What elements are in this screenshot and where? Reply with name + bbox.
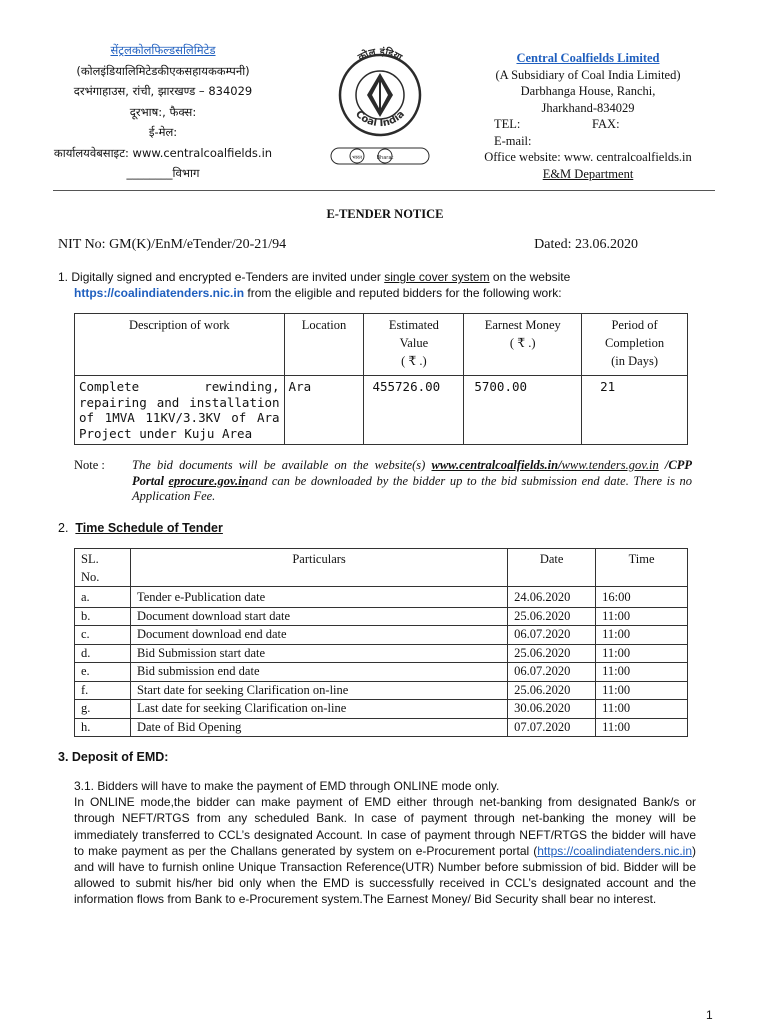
schedule-date: 25.06.2020 [508, 607, 596, 626]
english-department: E&M Department [542, 166, 634, 181]
page-number: 1 [706, 1008, 713, 1022]
invitation-text-a: Digitally signed and encrypted e-Tenders are invited under [71, 270, 385, 284]
invitation-text-b: on the website [489, 270, 571, 284]
schedule-time: 11:00 [596, 681, 688, 700]
email-label: E-mail: [494, 133, 532, 148]
tenders-gov-link[interactable]: www.tenders.gov.in [561, 458, 659, 472]
emd-para-1: 3.1. Bidders will have to make the payment of EMD through ONLINE mode only. [74, 779, 500, 793]
hindi-website: कार्यालयवेबसाइट: www.centralcoalfields.in [53, 145, 273, 160]
tel-fax-row [462, 116, 714, 133]
nit-number: NIT No: GM(K)/EnM/eTender/20-21/94 [58, 237, 287, 252]
schedule-particular: Last date for seeking Clarification on-line [130, 700, 507, 719]
table-row [75, 607, 688, 626]
emd-heading: 3. Deposit of EMD: [58, 750, 169, 764]
nit-date: Dated: 23.06.2020 [534, 237, 638, 252]
hindi-subsidiary: (कोलइंडियालिमिटेडकीएकसहायककम्पनी) [76, 63, 250, 78]
schedule-time: 11:00 [596, 626, 688, 645]
logo-bottom-text: Coal India [353, 108, 407, 130]
table-row [75, 626, 688, 645]
schedule-particular: Document download end date [130, 626, 507, 645]
eprocure-link[interactable]: eprocure.gov.in [168, 473, 249, 488]
invitation-text-c: from the eligible and reputed bidders for the following work: [244, 286, 562, 300]
schedule-date: 25.06.2020 [508, 644, 596, 663]
schedule-sl: d. [75, 644, 131, 663]
schedule-sl: h. [75, 718, 131, 737]
schedule-sl: a. [75, 587, 131, 608]
ccl-website-link[interactable]: www.centralcoalfields.in/ [431, 458, 562, 472]
schedule-table [74, 548, 688, 737]
schedule-time: 11:00 [596, 718, 688, 737]
schedule-particular: Tender e-Publication date [130, 587, 507, 608]
work-table [74, 313, 688, 445]
schedule-date: 07.07.2020 [508, 718, 596, 737]
hindi-letterhead [28, 40, 298, 184]
single-cover-text: single cover system [384, 270, 490, 284]
col-time: Time [596, 549, 688, 587]
col-location: Location [284, 314, 364, 376]
office-website: Office website: www. centralcoalfields.in [484, 150, 692, 164]
schedule-sl: b. [75, 607, 131, 626]
english-address-line-2: Jharkhand-834029 [541, 100, 635, 115]
schedule-particular: Document download start date [130, 607, 507, 626]
schedule-date: 06.07.2020 [508, 626, 596, 645]
col-earnest-money: Earnest Money ( ₹ .) [464, 314, 582, 376]
hindi-department: ________विभाग [126, 166, 200, 180]
tender-site-link[interactable]: https://coalindiatenders.nic.in [74, 286, 245, 300]
table-row [75, 644, 688, 663]
header-divider [53, 190, 715, 191]
schedule-particular: Bid submission end date [130, 663, 507, 682]
english-subsidiary: (A Subsidiary of Coal India Limited) [495, 67, 681, 82]
note [74, 458, 692, 505]
hindi-address: दरभंगाहाउस, रांची, झारखण्ड – 834029 [73, 84, 253, 98]
notice-title: E-TENDER NOTICE [326, 207, 444, 221]
schedule-time: 11:00 [596, 644, 688, 663]
english-letterhead [462, 50, 714, 182]
schedule-date: 30.06.2020 [508, 700, 596, 719]
hindi-email: ई-मेल: [148, 125, 178, 139]
table-row [75, 718, 688, 737]
english-company-name: Central Coalfields Limited [516, 51, 660, 65]
nit-row [58, 237, 638, 253]
col-sl: SL. No. [75, 549, 131, 587]
schedule-sl: g. [75, 700, 131, 719]
section-number: 1. [58, 270, 69, 284]
schedule-header [75, 549, 688, 587]
col-estimated-value: Estimated Value ( ₹ .) [364, 314, 464, 376]
table-row [75, 587, 688, 608]
schedule-particular: Date of Bid Opening [130, 718, 507, 737]
note-text: The bid documents will be available on the website(s) www.centralcoalfields.in/www.tenders.gov.in /CPP Portal eprocure.gov.inand can be downloaded by the bidder up to the bid submission end date. There is no Application Fee. [132, 458, 692, 503]
work-emd: 5700.00 [464, 376, 582, 445]
work-location: Ara [284, 376, 364, 445]
work-description: Complete rewinding, repairing and installation of 1MVA 11KV/3.3KV of Ara Project under Kuju Area [75, 376, 285, 445]
schedule-date: 06.07.2020 [508, 663, 596, 682]
schedule-time: 11:00 [596, 663, 688, 682]
emd-body [74, 778, 696, 908]
hindi-company-name: सेंट्रलकोलफिल्डसलिमिटेड [110, 43, 216, 57]
work-table-header [75, 314, 688, 376]
note-label: Note : [74, 458, 105, 472]
table-row [75, 681, 688, 700]
invitation-paragraph [58, 269, 718, 301]
col-particulars: Particulars [130, 549, 507, 587]
english-address-line-1: Darbhanga House, Ranchi, [520, 84, 656, 98]
logo-caption-left: भारत [352, 155, 362, 161]
table-row [75, 663, 688, 682]
schedule-heading: 2. Time Schedule of Tender [58, 521, 223, 535]
logo-emblem-icon [325, 40, 435, 180]
logo-caption-right: Bharat [376, 155, 394, 161]
coal-india-logo [325, 40, 435, 180]
col-description: Description of work [75, 314, 285, 376]
schedule-time: 11:00 [596, 607, 688, 626]
work-period: 21 [582, 376, 688, 445]
schedule-time: 11:00 [596, 700, 688, 719]
schedule-date: 25.06.2020 [508, 681, 596, 700]
schedule-sl: e. [75, 663, 131, 682]
schedule-date: 24.06.2020 [508, 587, 596, 608]
col-period: Period of Completion (in Days) [582, 314, 688, 376]
hindi-phone: दूरभाष:, फैक्स: [129, 104, 197, 119]
schedule-sl: f. [75, 681, 131, 700]
table-row [75, 376, 688, 445]
table-row [75, 700, 688, 719]
emd-para-2: In ONLINE mode,the bidder can make payment of EMD either through net-banking from designated Bank/s or through NEFT/RTGS from any scheduled Bank. In case of payment through net-banking the money will be immediately transferred to CCL’s designated Account. In case of payment through NEFT/RTGS the bidder will have to make payment as per the Challans generated by system on e-Procurement portal (https://coalindiatenders.nic.in) and will have to furnish online Unique Transaction Reference(UTR) Number before submission of bid. Bidder will be allowed to submit his/her bid only when the EMD is successfully received in CCL’s designated account and the information flows from Bank to e-Procurement system.The Earnest Money/ Bid Security shall bear no interest. [74, 795, 696, 907]
letterhead [0, 40, 770, 192]
tel-label: TEL: [494, 117, 521, 131]
schedule-sl: c. [75, 626, 131, 645]
svg-text:कोल इंडिया [355, 45, 404, 64]
schedule-particular: Start date for seeking Clarification on-line [130, 681, 507, 700]
fax-label: FAX: [592, 117, 620, 131]
logo-top-text: कोल इंडिया [356, 46, 404, 64]
schedule-time: 16:00 [596, 587, 688, 608]
schedule-particular: Bid Submission start date [130, 644, 507, 663]
col-date: Date [508, 549, 596, 587]
work-value: 455726.00 [364, 376, 464, 445]
coalindiatenders-link[interactable]: https://coalindiatenders.nic.in [537, 843, 692, 858]
